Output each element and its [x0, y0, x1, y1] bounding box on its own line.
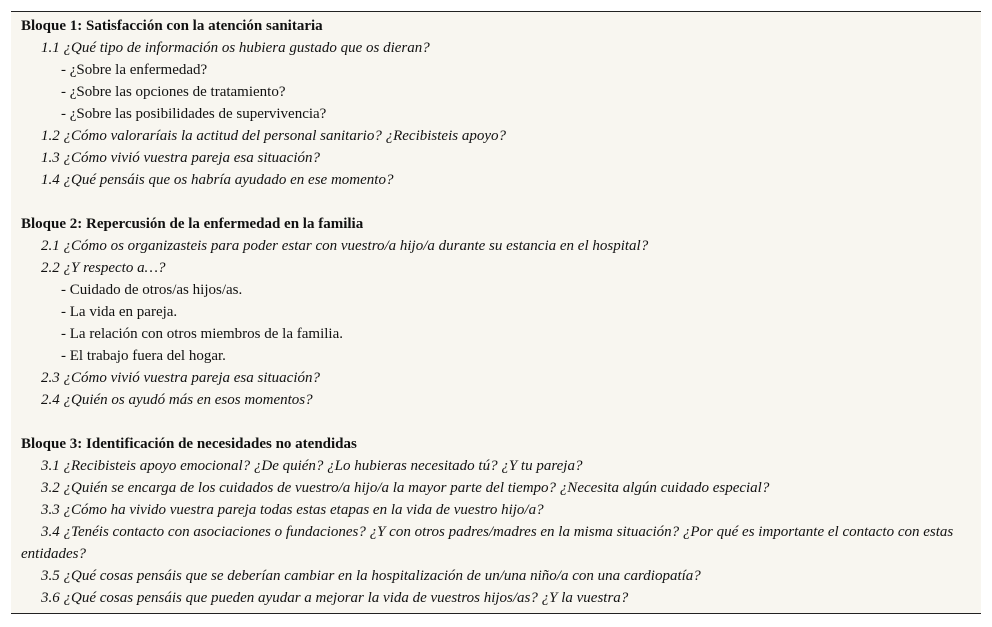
block-2-title: Bloque 2: Repercusión de la enfermedad en la familia: [21, 216, 364, 232]
subitem-1-1-a: - ¿Sobre la enfermedad?: [61, 62, 208, 78]
question-3-1: 3.1 ¿Recibisteis apoyo emocional? ¿De quién? ¿Lo hubieras necesitado tú? ¿Y tu pareja?: [41, 458, 583, 474]
block-3-title: Bloque 3: Identificación de necesidades no atendidas: [21, 436, 357, 452]
question-1-2: 1.2 ¿Cómo valoraríais la actitud del personal sanitario? ¿Recibisteis apoyo?: [41, 128, 506, 144]
question-2-3: 2.3 ¿Cómo vivió vuestra pareja esa situación?: [41, 370, 320, 386]
question-2-4: 2.4 ¿Quién os ayudó más en esos momentos?: [41, 392, 313, 408]
question-3-6: 3.6 ¿Qué cosas pensáis que pueden ayudar a mejorar la vida de vuestros hijos/as? ¿Y la vuestra?: [41, 590, 629, 606]
question-1-4: 1.4 ¿Qué pensáis que os habría ayudado en ese momento?: [41, 172, 394, 188]
question-2-1: 2.1 ¿Cómo os organizasteis para poder estar con vuestro/a hijo/a durante su estancia en el hospital?: [41, 238, 649, 254]
question-3-4: 3.4 ¿Tenéis contacto con asociaciones o fundaciones? ¿Y con otros padres/madres en la misma situación? ¿Por qué es importante el contacto con estas entidades?: [21, 524, 954, 562]
question-3-5: 3.5 ¿Qué cosas pensáis que se deberían cambiar en la hospitalización de un/una niño/a con una cardiopatía?: [41, 568, 701, 584]
subitem-1-1-c: - ¿Sobre las posibilidades de supervivencia?: [61, 106, 327, 122]
question-2-2: 2.2 ¿Y respecto a…?: [41, 260, 166, 276]
questionnaire-table: [11, 11, 981, 614]
block-spacer: [21, 411, 971, 433]
block-1-title: Bloque 1: Satisfacción con la atención sanitaria: [21, 18, 323, 34]
question-1-1: 1.1 ¿Qué tipo de información os hubiera gustado que os dieran?: [41, 40, 430, 56]
question-1-3: 1.3 ¿Cómo vivió vuestra pareja esa situación?: [41, 150, 320, 166]
subitem-2-2-a: - Cuidado de otros/as hijos/as.: [61, 282, 243, 298]
question-3-2: 3.2 ¿Quién se encarga de los cuidados de vuestro/a hijo/a la mayor parte del tiempo? ¿Necesita algún cuidado especial?: [41, 480, 770, 496]
subitem-2-2-c: - La relación con otros miembros de la familia.: [61, 326, 343, 342]
block-spacer: [21, 191, 971, 213]
subitem-1-1-b: - ¿Sobre las opciones de tratamiento?: [61, 84, 286, 100]
subitem-2-2-b: - La vida en pareja.: [61, 304, 178, 320]
subitem-2-2-d: - El trabajo fuera del hogar.: [61, 348, 226, 364]
question-3-3: 3.3 ¿Cómo ha vivido vuestra pareja todas estas etapas en la vida de vuestro hijo/a?: [41, 502, 544, 518]
